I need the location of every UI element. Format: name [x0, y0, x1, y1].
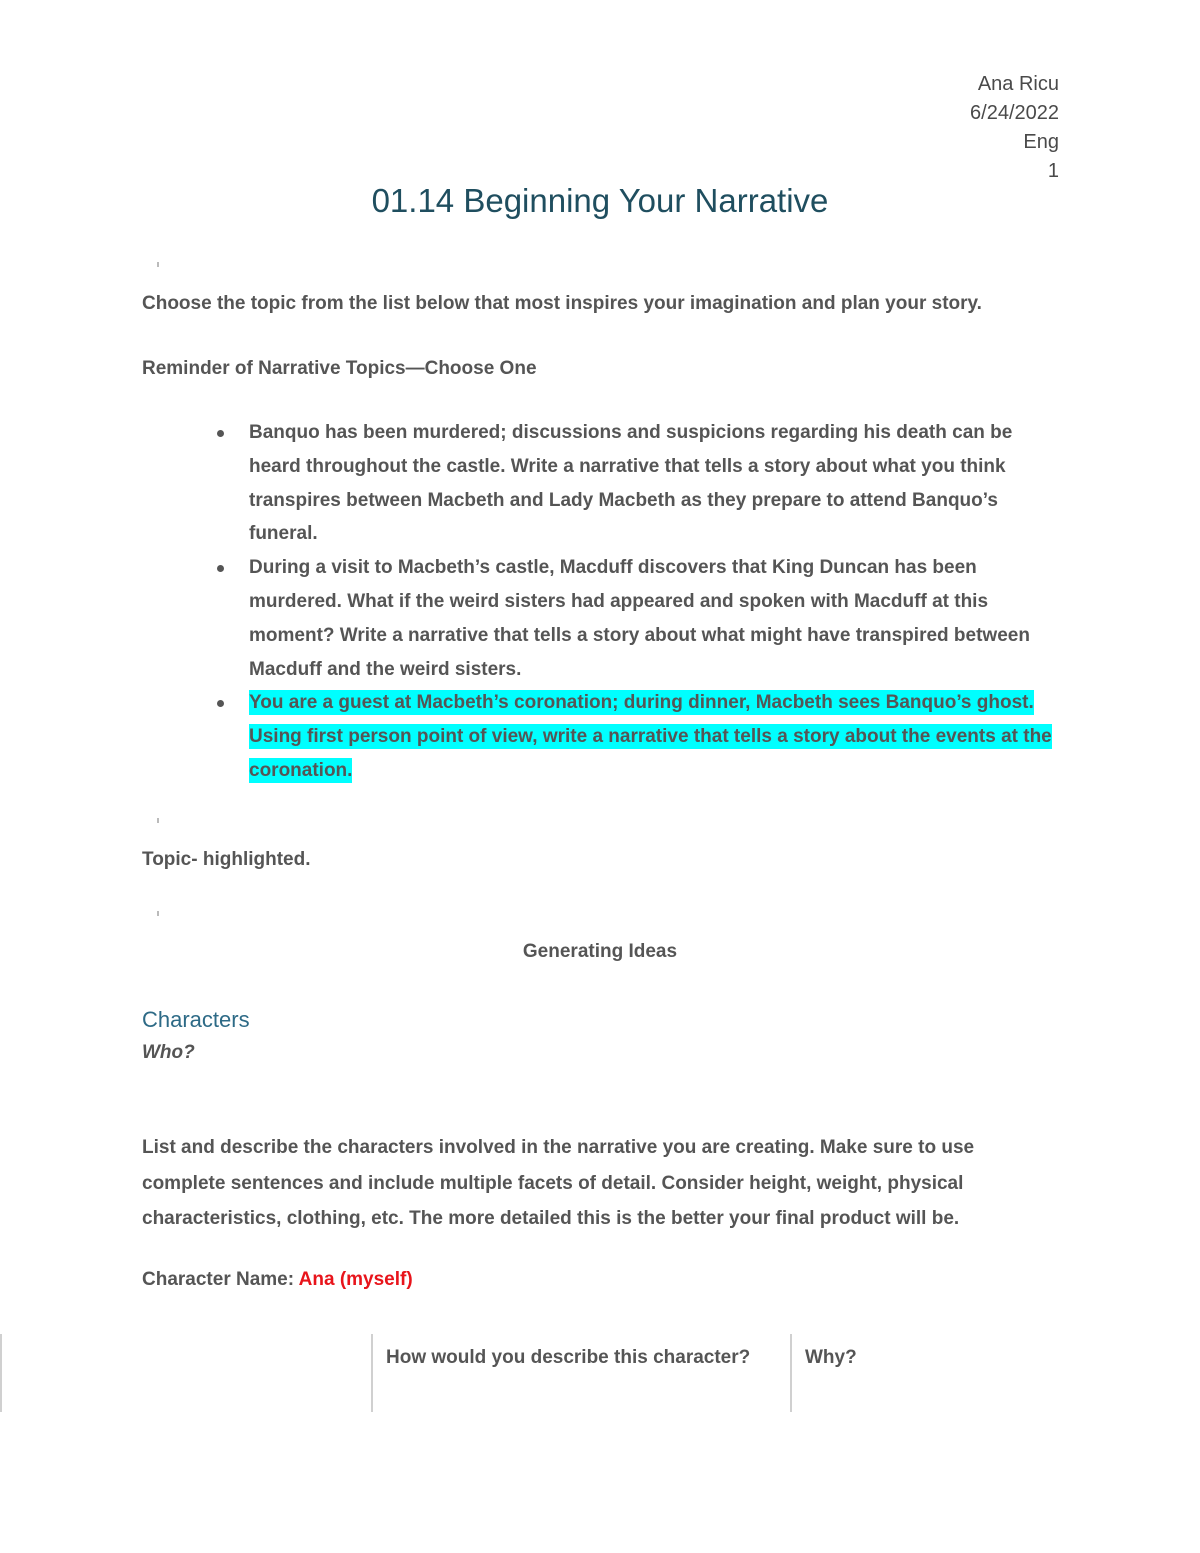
table-header-text: How would you describe this character?	[386, 1347, 751, 1368]
page-number: 1	[1047, 160, 1059, 182]
generating-ideas-heading: Generating Ideas	[522, 941, 678, 962]
character-table	[0, 1334, 1200, 1412]
reminder-heading: Reminder of Narrative Topics—Choose One	[142, 358, 537, 379]
subject: Eng	[1023, 131, 1059, 153]
list-item	[249, 551, 1064, 686]
instruction-text: Choose the topic from the list below that most inspires your imagination and plan your story.	[142, 293, 982, 314]
characters-heading: Characters	[142, 1007, 250, 1032]
character-name-value: Ana (myself)	[298, 1269, 413, 1290]
table-header-cell	[371, 1334, 791, 1412]
table-header-cell	[790, 1334, 1092, 1412]
date: 6/24/2022	[970, 102, 1059, 124]
character-name-line	[142, 1269, 413, 1291]
student-header	[970, 70, 1059, 186]
paragraph-mark	[157, 262, 159, 267]
characters-description: List and describe the characters involved in the narrative you are creating. Make sure to use complete sentences and include multiple facets of detail. Consider height, weight, physical characteristics, clothing, etc. The more detailed this is the better your final product will be.	[142, 1137, 975, 1229]
topic-list	[249, 416, 1064, 788]
paragraph-mark	[157, 911, 159, 916]
topic-note: Topic- highlighted.	[142, 849, 311, 870]
list-item	[249, 416, 1064, 551]
paragraph-mark	[157, 818, 159, 823]
table-header-cell	[0, 1334, 373, 1412]
topic-text: Banquo has been murdered; discussions and suspicions regarding his death can be heard throughout the castle. Write a narrative that tells a story about what you think transpires between Macbeth and Lady Macbeth as they prepare to attend Banquo’s funeral.	[249, 422, 1013, 545]
student-name: Ana Ricu	[977, 73, 1059, 95]
highlighted-topic-text: You are a guest at Macbeth’s coronation; during dinner, Macbeth sees Banquo’s ghost. Using first person point of view, write a narrative that tells a story about the events at the coronation.	[249, 692, 1052, 781]
topic-text: During a visit to Macbeth’s castle, Macduff discovers that King Duncan has been murdered. What if the weird sisters had appeared and spoken with Macduff at this moment? Write a narrative that tells a story about what might have transpired between Macduff and the weird sisters.	[249, 557, 1030, 680]
characters-subheading: Who?	[142, 1042, 195, 1063]
character-name-label: Character Name:	[142, 1269, 295, 1290]
table-header-text: Why?	[805, 1347, 857, 1368]
list-item-highlighted	[249, 686, 1064, 787]
page-title: 01.14 Beginning Your Narrative	[371, 182, 829, 219]
